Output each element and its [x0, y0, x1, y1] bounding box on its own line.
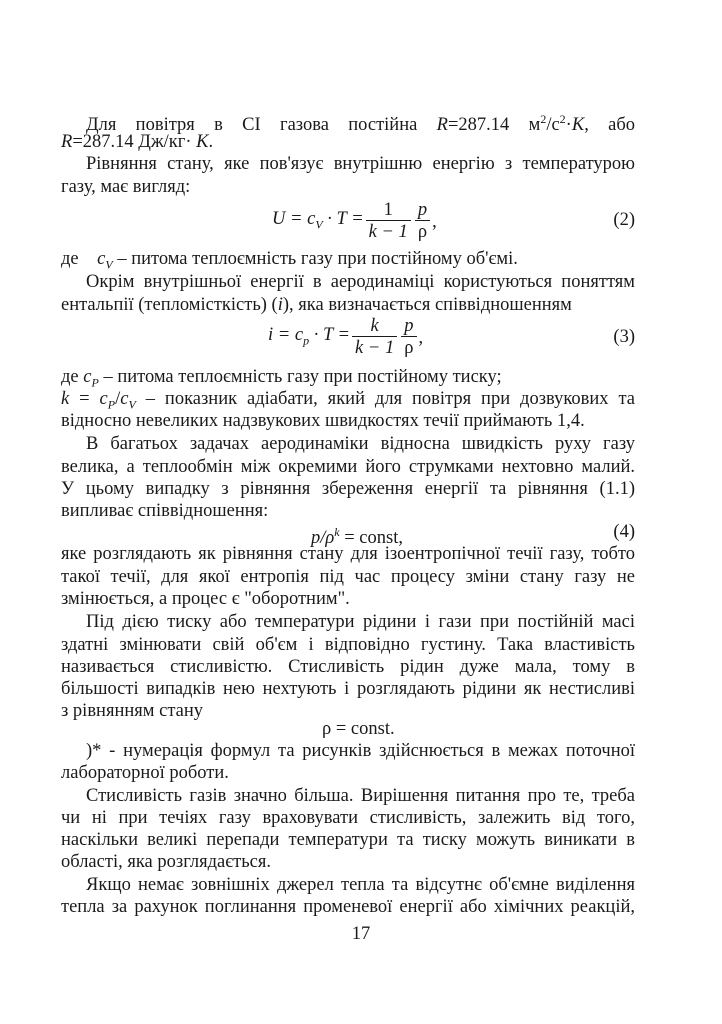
paragraph-9-line-3: наскільки великі перепади температури та тиску можуть виникати в	[61, 830, 635, 850]
paragraph-9-line-2: чи ні при течіях газу враховувати стисливість, залежить від того,	[61, 808, 635, 828]
equation-4: $p/\rho^k$ = const,	[311, 525, 403, 549]
paragraph-6-line-1: В багатьох задачах аеродинаміки відносна швидкість руху газу	[86, 434, 635, 454]
paragraph-1-line-1: Для повітря в СІ газова постійна R=287.14 $м^2/с^2\cdot K$, або	[86, 112, 636, 136]
paragraph-8-line-3: називається стисливістю. Стисливість рідин дуже мала, тому в	[61, 657, 635, 677]
paragraph-8-line-5: з рівнянням стану	[61, 701, 203, 721]
equation-5: ρ = const.	[322, 719, 395, 739]
footnote-line-1: )* - нумерація формул та рисунків здійснюється в межах поточної	[86, 741, 635, 761]
equation-3-number: (3)	[613, 327, 635, 347]
paragraph-5-line-3: відносно невеликих надзвукових швидкостях течії приймають 1,4.	[61, 411, 585, 431]
paragraph-6-line-2: велика, а теплообмін між окремими його струмками нехтовно малий.	[61, 457, 635, 477]
paragraph-10-line-2: тепла за рахунок поглинання променевої енергії або хімічних реакцій,	[61, 897, 635, 917]
paragraph-7-line-3: змінюється, а процес є "оборотним".	[61, 589, 350, 609]
paragraph-5-line-1: де $c_P$ – питома теплоємність газу при постійному тиску;	[61, 367, 502, 390]
equation-3: $i = c_p \cdot T$ = $\frac{k}{k - 1}$ $\frac{p}{\rho}$ ,	[268, 316, 424, 358]
paragraph-8-line-1: Під дією тиску або температури рідини і гази при постійній масі	[86, 612, 635, 632]
paragraph-6-line-3: У цьому випадку з рівняння збереження енергії та рівняння (1.1)	[61, 479, 635, 499]
paragraph-2-line-2: газу, має вигляд:	[61, 177, 191, 197]
paragraph-1-line-2: R=287.14 Дж/кг· K.	[61, 132, 214, 152]
paragraph-10-line-1: Якщо немає зовнішніх джерел тепла та відсутнє об'ємне виділення	[86, 875, 635, 895]
footnote-line-2: лабораторної роботи.	[61, 763, 229, 783]
paragraph-6-line-4: випливає співвідношення:	[61, 501, 269, 521]
paragraph-9-line-1: Стисливість газів значно більша. Вирішення питання про те, треба	[86, 786, 635, 806]
paragraph-3: де $c_V$ – питома теплоємність газу при постійному об'ємі.	[61, 249, 518, 272]
paragraph-2-line-1: Рівняння стану, яке пов'язує внутрішню енергію з температурою	[86, 154, 635, 174]
equation-4-number: (4)	[613, 522, 635, 542]
paragraph-4-line-2: ентальпії (тепломісткість) (i), яка визначається співвідношенням	[61, 295, 572, 315]
equation-2-number: (2)	[613, 210, 635, 230]
paragraph-9-line-4: області, яка розглядається.	[61, 852, 272, 872]
paragraph-4-line-1: Окрім внутрішньої енергії в аеродинаміці користуються поняттям	[86, 272, 635, 292]
paragraph-5-line-2: $k = c_P/c_V$ – показник адіабати, який для повітря при дозвукових та	[61, 389, 635, 412]
equation-2: $U = c_V \cdot T$ = $\frac{1}{k - 1}$ $\frac{p}{\rho}$ ,	[272, 200, 437, 242]
paragraph-8-line-2: здатні змінювати свій об'єм і відповідно густину. Така властивість	[61, 635, 635, 655]
paragraph-7-line-2: такої течії, для якої ентропія під час процесу зміни стану газу не	[61, 567, 635, 587]
paragraph-7-line-1: яке розглядають як рівняння стану для ізоентропічної течії газу, тобто	[61, 544, 635, 564]
paragraph-8-line-4: більшості випадків нею нехтують і розглядають рідини як нестисливі	[61, 679, 635, 699]
page-number: 17	[351, 924, 371, 944]
